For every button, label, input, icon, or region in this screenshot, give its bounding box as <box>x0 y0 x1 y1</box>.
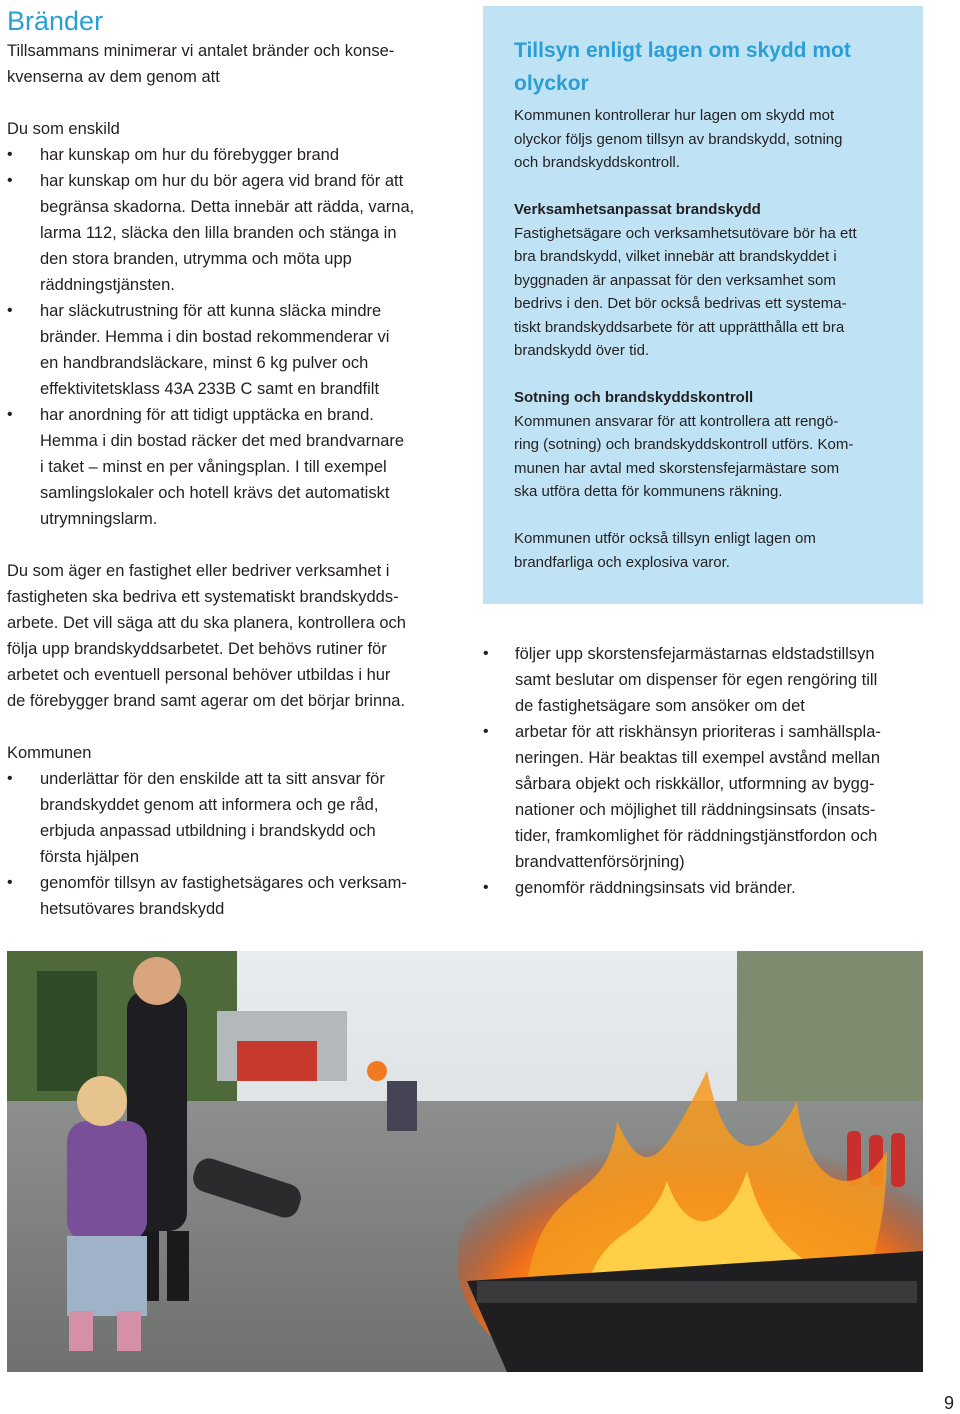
text-line: har anordning för att tidigt upptäcka en brand. <box>40 406 374 424</box>
text-line: brandvattenförsörjning) <box>515 853 685 871</box>
enskild-heading: Du som enskild <box>7 120 120 138</box>
text-line: följa upp brandskyddsarbetet. Det behövs rutiner för <box>7 640 387 658</box>
kommunen-list <box>7 766 462 922</box>
bullet-item <box>7 402 462 532</box>
text-line: utrymningslarm. <box>40 510 158 528</box>
text-line: Hemma i din bostad räcker det med brandvarnare <box>40 432 405 450</box>
box-title-line: olyckor <box>514 72 589 95</box>
right-bullet-list <box>483 641 933 901</box>
text-line: tider, framkomlighet för räddningstjänstfordon och <box>515 827 878 845</box>
enskild-list <box>7 142 462 532</box>
bullet-item <box>483 641 933 719</box>
text-line: underlättar för den enskilde att ta sitt ansvar för <box>40 770 385 788</box>
text-line: olyckor följs genom tillsyn av brandskydd, sotning <box>514 130 843 148</box>
text-line: erbjuda anpassad utbildning i brandskydd och <box>40 822 376 840</box>
text-line: brandskydd över tid. <box>514 342 650 359</box>
text-line: arbetet och eventuell personal behöver utbildas i hur <box>7 666 391 684</box>
bullet-item <box>483 875 933 901</box>
text-line: och brandskyddskontroll. <box>514 154 680 171</box>
text-line: tiskt brandskyddsarbete för att upprätthålla ett bra <box>514 318 845 336</box>
text-line: Kommunen kontrollerar hur lagen om skydd mot <box>514 107 835 124</box>
text-line: genomför tillsyn av fastighetsägares och verksam- <box>40 874 407 892</box>
box-section-2 <box>514 410 893 504</box>
intro-line: Tillsammans minimerar vi antalet bränder och konse- <box>7 42 395 60</box>
text-line: neringen. Här beaktas till exempel avstånd mellan <box>515 749 881 767</box>
text-line: bra brandskydd, vilket innebär att brandskyddet i <box>514 248 837 265</box>
text-line: munen har avtal med skorstensfejarmästare som <box>514 459 840 477</box>
bullet-item <box>7 142 462 168</box>
right-column <box>483 641 933 901</box>
bullet-item <box>7 766 462 870</box>
text-line: begränsa skadorna. Detta innebär att rädda, varna, <box>40 198 415 216</box>
text-line: de förebygger brand samt agerar om det börjar brinna. <box>7 692 406 710</box>
text-line: effektivitetsklass 43A 233B C samt en brandfilt <box>40 380 380 398</box>
text-line: Fastighetsägare och verksamhetsutövare bör ha ett <box>514 224 857 242</box>
text-line: ska utföra detta för kommunens räkning. <box>514 483 783 500</box>
info-box-tillsyn <box>483 6 923 604</box>
text-line: första hjälpen <box>40 848 140 866</box>
text-line: har kunskap om hur du bör agera vid brand för att <box>40 172 404 190</box>
text-line: brandfarliga och explosiva varor. <box>514 553 730 571</box>
text-line: samt beslutar om dispenser för egen rengöring till <box>515 671 878 689</box>
text-line: larma 112, släcka den lilla branden och stänga in <box>40 224 397 242</box>
box-subheading: Sotning och brandskyddskontroll <box>514 389 754 406</box>
box-subheading: Verksamhetsanpassat brandskydd <box>514 201 761 218</box>
text-line: räddningstjänsten. <box>40 276 175 294</box>
bullet-item <box>483 719 933 875</box>
text-line: de fastighetsägare som ansöker om det <box>515 697 805 715</box>
text-line: hetsutövares brandskydd <box>40 900 225 918</box>
box-title <box>514 34 893 100</box>
text-line: har släckutrustning för att kunna släcka mindre <box>40 302 382 320</box>
text-line: Kommunen utför också tillsyn enligt lagen om <box>514 530 816 547</box>
text-line: samlingslokaler och hotell krävs det automatiskt <box>40 484 390 502</box>
bullet-item <box>7 168 462 298</box>
box-title-line: Tillsyn enligt lagen om skydd mot <box>514 39 851 62</box>
left-column <box>7 0 462 922</box>
text-line: arbetar för att riskhänsyn prioriteras i samhällspla- <box>515 723 881 741</box>
text-line: bedrivs i den. Det bör också bedrivas ett systema- <box>514 295 847 312</box>
bullet-item <box>7 298 462 402</box>
owner-paragraph <box>7 558 462 714</box>
text-line: följer upp skorstensfejarmästarnas eldstadstillsyn <box>515 645 875 663</box>
text-line: Kommunen ansvarar för att kontrollera att rengö- <box>514 412 839 430</box>
bullet-item <box>7 870 462 922</box>
text-line: brandskyddet genom att informera och ge råd, <box>40 796 379 814</box>
page-number: 9 <box>944 1393 955 1413</box>
text-line: den stora branden, utrymma och möta upp <box>40 250 352 268</box>
text-line: fastigheten ska bedriva ett systematiskt brandskydds- <box>7 588 399 606</box>
photo-illustration <box>7 951 923 1372</box>
page-title: Bränder <box>7 6 104 36</box>
text-line: sårbara objekt och riskkällor, utformning av bygg- <box>515 775 875 793</box>
text-line: arbete. Det vill säga att du ska planera, kontrollera och <box>7 614 406 632</box>
kommunen-heading: Kommunen <box>7 744 92 762</box>
intro-line: kvenserna av dem genom att <box>7 68 220 86</box>
text-line: Du som äger en fastighet eller bedriver verksamhet i <box>7 562 390 580</box>
box-intro <box>514 104 893 175</box>
box-section-1 <box>514 222 893 363</box>
text-line: i taket – minst en per våningsplan. I till exempel <box>40 458 387 476</box>
text-line: byggnaden är anpassat för den verksamhet som <box>514 271 836 289</box>
text-line: bränder. Hemma i din bostad rekommenderar vi <box>40 328 390 346</box>
photo-fire-extinguisher-demo <box>7 951 923 1372</box>
text-line: har kunskap om hur du förebygger brand <box>40 146 340 164</box>
text-line: en handbrandsläckare, minst 6 kg pulver och <box>40 354 369 372</box>
text-line: ring (sotning) och brandskyddskontroll utförs. Kom- <box>514 436 854 453</box>
text-line: genomför räddningsinsats vid bränder. <box>515 879 796 897</box>
box-section-3 <box>514 527 893 574</box>
text-line: nationer och möjlighet till räddningsinsats (insats- <box>515 801 876 819</box>
